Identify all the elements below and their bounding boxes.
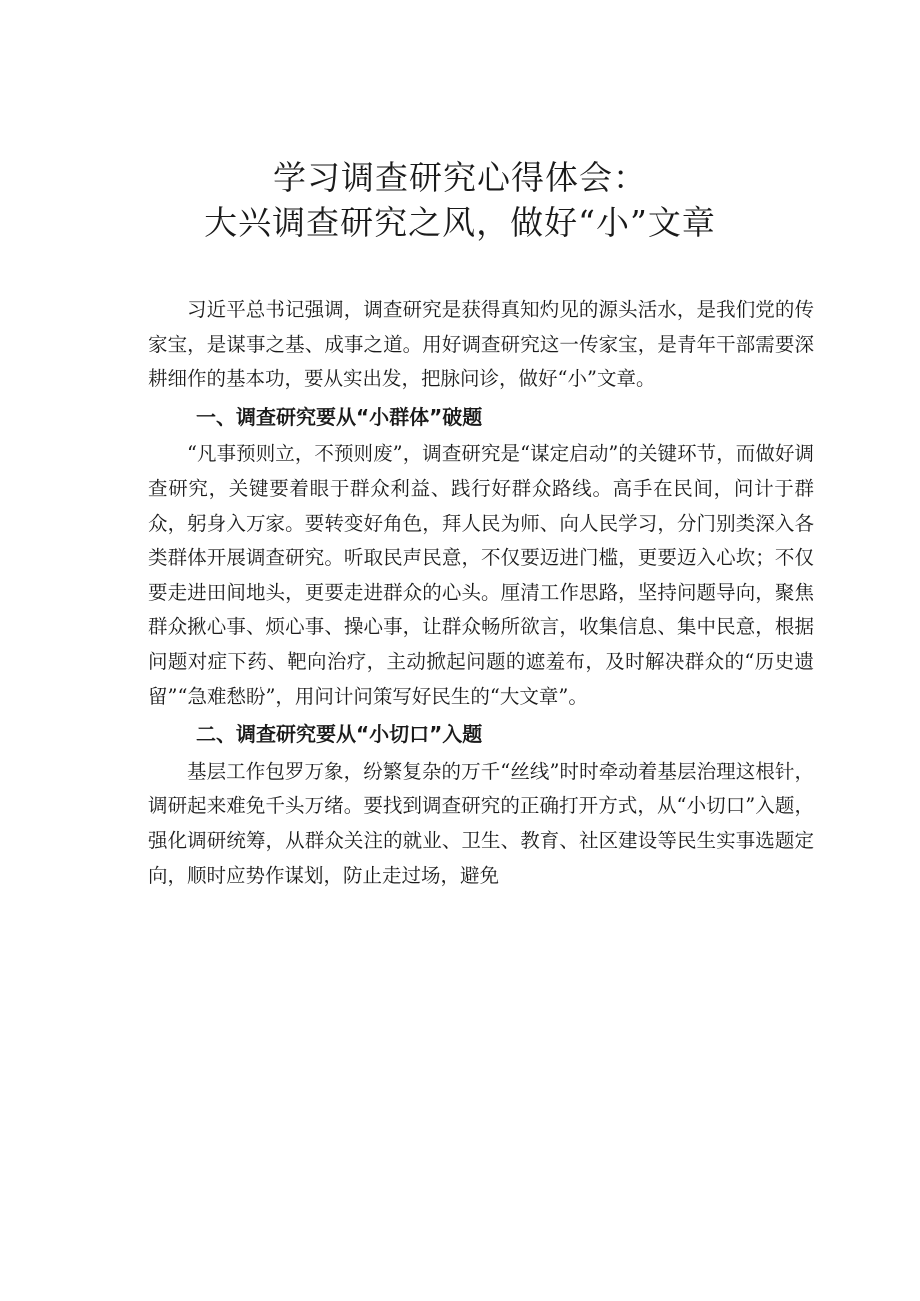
- section-2-paragraph: 基层工作包罗万象，纷繁复杂的万千“丝线”时时牵动着基层治理这根针，调研起来难免千头万绪。要找到调查研究的正确打开方式，从“小切口”入题，强化调研统筹，从群众关注的就业、卫生、教育、社区建设等民生实事选题定向，顺时应势作谋划，防止走过场，避免: [148, 759, 814, 887]
- document-body: [148, 293, 814, 893]
- title-line-1: 学习调查研究心得体会：: [273, 158, 647, 197]
- document-title: [0, 155, 920, 245]
- section-2-heading: 二、调查研究要从“小切口”入题: [196, 722, 483, 747]
- intro-paragraph: 习近平总书记强调，调查研究是获得真知灼见的源头活水，是我们党的传家宝，是谋事之基、成事之道。用好调查研究这一传家宝，是青年干部需要深耕细作的基本功，要从实出发，把脉问诊，做好“小”文章。: [148, 298, 814, 391]
- section-1-heading: 一、调查研究要从“小群体”破题: [196, 404, 483, 429]
- title-line-2: 大兴调查研究之风，做好“小”文章: [204, 203, 716, 242]
- section-1-paragraph: “凡事预则立，不预则废”，调查研究是“谋定启动”的关键环节，而做好调查研究，关键要着眼于群众利益、践行好群众路线。高手在民间，问计于群众，躬身入万家。要转变好角色，拜人民为师、向人民学习，分门别类深入各类群体开展调查研究。听取民声民意，不仅要迈进门槛，更要迈入心坎；不仅要走进田间地头，更要走进群众的心头。厘清工作思路，坚持问题导向，聚焦群众揪心事、烦心事、操心事，让群众畅所欲言，收集信息、集中民意，根据问题对症下药、靶向治疗，主动掀起问题的遮羞布，及时解决群众的“历史遗留”“急难愁盼”，用问计问策写好民生的“大文章”。: [148, 442, 814, 708]
